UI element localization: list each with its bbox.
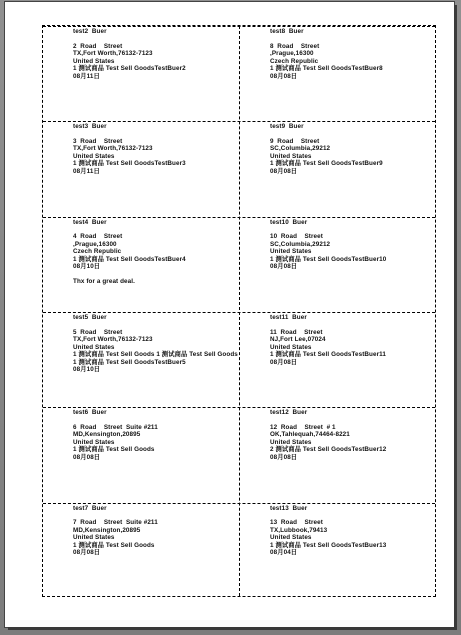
label-addr: 9 Road Street — [270, 137, 320, 145]
label-date: 08月08日 — [270, 453, 298, 461]
label-city: ,Prague,16300 — [270, 50, 314, 57]
label-date: 08月08日 — [270, 167, 298, 175]
label-spacer — [270, 322, 437, 329]
label-city: SC,Columbia,29212 — [270, 145, 331, 153]
label-goods: 1 测试商品 Test Sell Goods — [73, 541, 155, 549]
label-goods: 1 测试商品 Test Sell GoodsTestBuer9 — [270, 160, 383, 168]
label-row — [43, 217, 435, 313]
label-city: TX,Fort Worth,76132-7123 — [73, 336, 153, 343]
shipping-label — [240, 504, 437, 599]
label-goods: 1 测试商品 Test Sell GoodsTestBuer3 — [73, 160, 186, 168]
label-spacer — [270, 131, 437, 138]
label-goods: 1 测试商品 Test Sell Goods 1 测试商品 Test Sell Goods 1 测试商品 Test Sell GoodsTestBuer5 — [73, 351, 238, 366]
label-row — [43, 503, 435, 599]
label-row — [43, 121, 435, 217]
label-name: test5 Buer — [73, 314, 107, 321]
label-name: test7 Buer — [73, 504, 107, 512]
shipping-label — [240, 218, 437, 313]
shipping-label — [43, 27, 240, 122]
label-goods: 1 测试商品 Test Sell GoodsTestBuer2 — [73, 65, 186, 72]
label-addr: 13 Road Street — [270, 519, 323, 527]
label-spacer — [73, 417, 240, 424]
label-spacer — [73, 271, 240, 278]
label-country: United States — [270, 438, 312, 446]
label-addr: 11 Road Street — [270, 328, 323, 336]
label-name: test2 Buer — [73, 28, 107, 35]
label-spacer — [270, 512, 437, 519]
label-name: test8 Buer — [270, 28, 304, 35]
label-country: Czech Republic — [270, 57, 319, 65]
label-spacer — [73, 512, 240, 519]
label-addr: 10 Road Street — [270, 233, 323, 241]
shipping-label — [43, 313, 240, 408]
label-country: United States — [73, 343, 115, 351]
label-addr: 4 Road Street — [73, 233, 123, 241]
label-country: United States — [73, 57, 115, 65]
label-goods: 1 测试商品 Test Sell Goods — [73, 446, 155, 454]
label-city: NJ,Fort Lee,07024 — [270, 336, 326, 343]
label-addr: 6 Road Street Suite #211 — [73, 423, 158, 431]
label-goods: 1 测试商品 Test Sell GoodsTestBuer13 — [270, 541, 387, 549]
label-note: Thx for a great deal. — [73, 277, 135, 285]
label-city: TX,Lubbook,79413 — [270, 526, 328, 534]
label-country: United States — [73, 438, 115, 446]
label-city: MD,Kensington,20895 — [73, 431, 141, 439]
label-goods: 1 测试商品 Test Sell GoodsTestBuer11 — [270, 351, 386, 358]
label-addr: 2 Road Street — [73, 42, 123, 50]
label-date: 08月08日 — [73, 453, 101, 461]
label-city: TX,Fort Worth,76132-7123 — [73, 145, 153, 153]
label-goods: 2 测试商品 Test Sell GoodsTestBuer12 — [270, 446, 387, 454]
label-spacer — [73, 131, 240, 138]
label-city: SC,Columbia,29212 — [270, 240, 331, 248]
shipping-label — [240, 27, 437, 122]
label-date: 08月11日 — [73, 72, 100, 80]
label-country: United States — [270, 343, 312, 351]
label-country: United States — [73, 534, 115, 542]
label-date: 08月08日 — [270, 72, 298, 80]
label-addr: 8 Road Street — [270, 42, 320, 50]
label-date: 08月08日 — [270, 358, 298, 366]
label-name: test6 Buer — [73, 409, 107, 417]
label-city: OK,Tahlequah,74464-8221 — [270, 431, 350, 439]
label-date: 08月08日 — [73, 549, 101, 557]
label-date: 08月10日 — [73, 366, 101, 373]
label-country: United States — [270, 152, 312, 160]
label-addr: 5 Road Street — [73, 328, 123, 336]
label-spacer — [270, 226, 437, 233]
label-spacer — [73, 322, 240, 329]
shipping-label — [43, 218, 240, 313]
shipping-label — [240, 408, 437, 503]
label-row — [43, 407, 435, 503]
shipping-label — [43, 122, 240, 217]
label-addr: 7 Road Street Suite #211 — [73, 519, 158, 527]
label-addr: 3 Road Street — [73, 137, 123, 145]
shipping-label — [240, 122, 437, 217]
label-spacer — [270, 417, 437, 424]
label-row — [43, 312, 435, 408]
label-country: United States — [270, 534, 312, 542]
shipping-label — [43, 504, 240, 599]
label-country: United States — [73, 152, 115, 160]
label-grid — [42, 25, 436, 597]
label-row — [43, 26, 435, 122]
label-date: 08月11日 — [73, 167, 100, 175]
label-name: test10 Buer — [270, 218, 308, 226]
label-country: United States — [270, 248, 312, 256]
label-name: test13 Buer — [270, 504, 308, 512]
label-spacer — [73, 36, 240, 43]
label-name: test11 Buer — [270, 314, 307, 321]
label-city: TX,Fort Worth,76132-7123 — [73, 50, 153, 57]
label-date: 08月04日 — [270, 549, 298, 557]
label-date: 08月10日 — [73, 263, 101, 271]
label-name: test9 Buer — [270, 123, 304, 131]
label-name: test3 Buer — [73, 123, 107, 131]
shipping-label — [240, 313, 437, 408]
label-goods: 1 测试商品 Test Sell GoodsTestBuer4 — [73, 255, 186, 263]
label-goods: 1 测试商品 Test Sell GoodsTestBuer10 — [270, 255, 387, 263]
label-name: test4 Buer — [73, 218, 107, 226]
label-sheet-page — [5, 2, 454, 627]
label-spacer — [270, 36, 437, 43]
label-country: Czech Republic — [73, 248, 122, 256]
label-date: 08月08日 — [270, 263, 298, 271]
label-city: ,Prague,16300 — [73, 240, 117, 248]
label-city: MD,Kensington,20895 — [73, 526, 141, 534]
label-addr: 12 Road Street # 1 — [270, 423, 336, 431]
shipping-label — [43, 408, 240, 503]
label-spacer — [73, 226, 240, 233]
label-name: test12 Buer — [270, 409, 308, 417]
label-goods: 1 测试商品 Test Sell GoodsTestBuer8 — [270, 65, 383, 72]
